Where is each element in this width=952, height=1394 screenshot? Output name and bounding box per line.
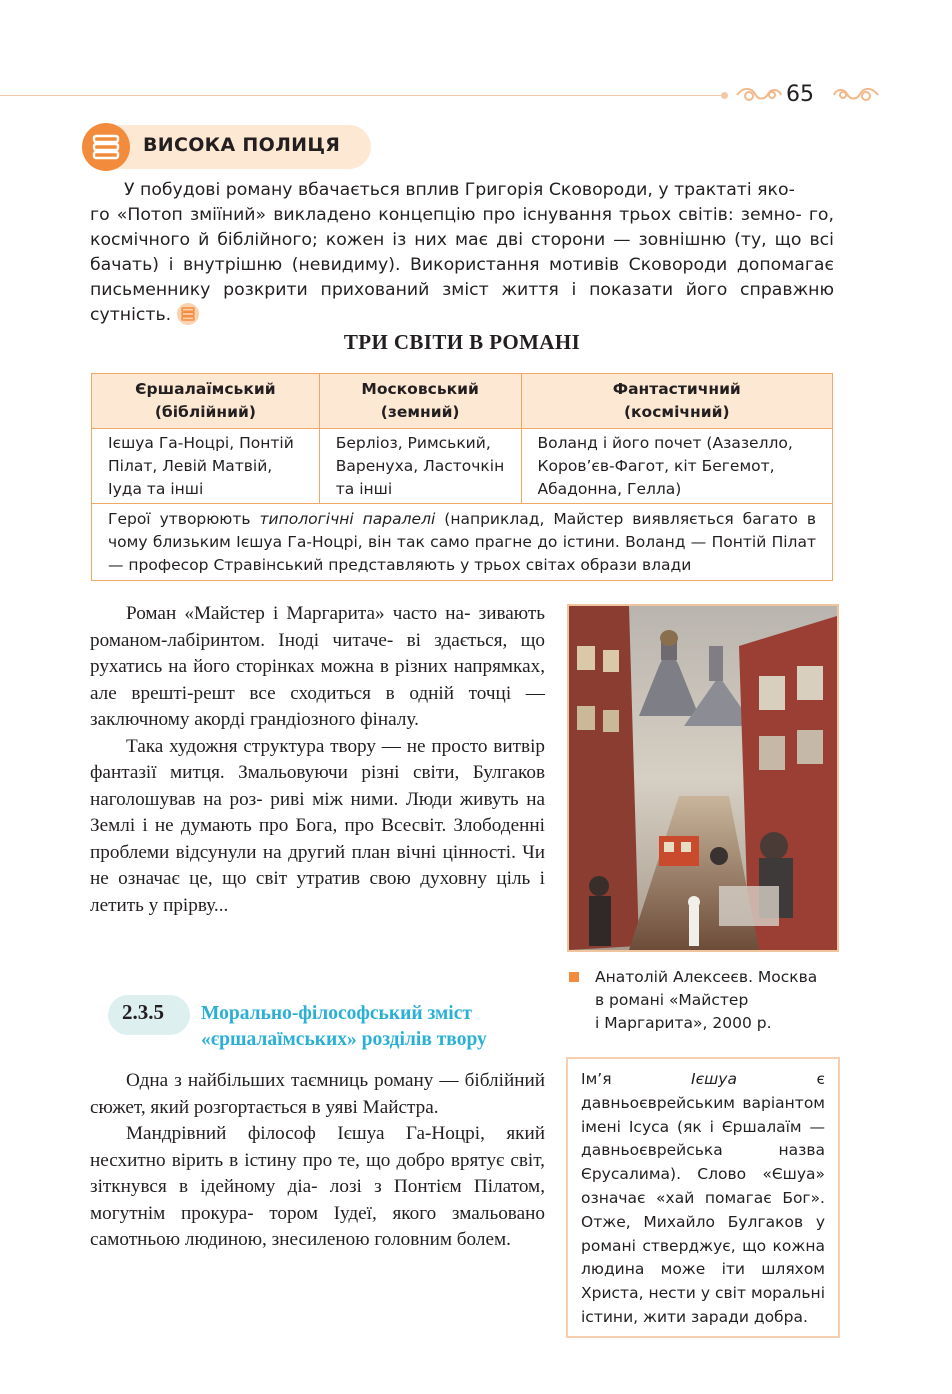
column-header: Московський (земний) xyxy=(319,374,521,429)
body-text-lower xyxy=(90,1068,545,1254)
painting-image xyxy=(567,604,839,952)
column-header: Фантастичний (космічний) xyxy=(521,374,832,429)
section-title: Морально-філософський зміст «єршалаїмських» розділів твору xyxy=(201,1003,487,1050)
painting-caption: Анатолій Алексеєв. Москва в романі «Майстер і Маргарита», 2000 р. xyxy=(569,966,839,1035)
section-number: 2.3.5 xyxy=(122,1000,164,1024)
book-stack-icon xyxy=(82,123,130,171)
paragraph: Мандрівний філософ Ієшуа Га-Ноцрі, який несхитно вірить в істину про те, що добро врятує світ, зіткнувся в ідейному діа- лозі з Понтієм Пілатом, могутнім прокура- тором Іудеї, якого змальовано самотньою людиною, знесиленою головним болем. xyxy=(90,1123,545,1250)
caption-bullet-icon xyxy=(569,972,579,982)
body-text-upper xyxy=(90,601,545,919)
intro-line: го, космічного й біблійного; кожен із них має дві сторони — зовнішню (ту, xyxy=(90,205,834,250)
paragraph: Така художня структура твору — не просто витвір фантазії митця. Змальовуючи різні світи, Булгаков наголошував на роз- риві між ними. Люди живуть на Землі і не думають про Бога, про Всесвіт. Злободенні проблеми відсунули на другий план вічні цінності. Чи не означає це, що світ утратив свою духовну ціль і летить у прірву... xyxy=(90,735,546,916)
table-title: ТРИ СВІТИ В РОМАНІ xyxy=(343,330,581,354)
three-worlds-table xyxy=(91,373,833,581)
table-cell: Ієшуа Га-Ноцрі, Понтій Пілат, Левій Матвій, Іуда та інші xyxy=(92,429,320,504)
high-shelf-text xyxy=(90,178,834,328)
table-footer-cell: Герої утворюють типологічні паралелі (наприклад, Майстер виявляється багато в чому близьким Ієшуа Га-Ноцрі, він так само прагне до істини. Воланд — Понтій Пілат — професор Стравінський представляють у трьох світах образи влади xyxy=(92,504,833,581)
intro-line: справжню сутність. xyxy=(90,280,834,325)
column-header: Єршалаїмський (біблійний) xyxy=(92,374,320,429)
table-cell: Воланд і його почет (Азазелло, Коров’єв-Фагот, кіт Бегемот, Абадонна, Гелла) xyxy=(521,429,832,504)
header-rule xyxy=(0,95,725,96)
header-rule-dot xyxy=(721,92,728,99)
table-row xyxy=(92,429,833,504)
intro-line: У побудові роману вбачається вплив Григорія Сковороди, у трактаті яко- xyxy=(124,180,795,200)
page-number: 65 xyxy=(786,82,814,107)
intro-line: го «Потоп зміїний» викладено концепцію про існування трьох світів: земно- xyxy=(90,205,802,225)
note-text: Ім’я Ієшуа є давньоєврейським варіантом імені Ісуса (як і Єршалаїм — давньоєврейська назва Єрусалима). Слово «Єшуа» означає «хай помагає Бог». Отже, Михайло Булгаков у романі стверджує, що кожна людина може іти шляхом Христа, нести у світ моральні істини, жити заради добра. xyxy=(581,1070,825,1326)
ornament-right-icon xyxy=(832,84,880,106)
book-stack-mini-icon xyxy=(177,303,199,325)
table-header-row xyxy=(92,374,833,429)
paragraph: Одна з найбільших таємниць роману — біблійний сюжет, який розгортається в уяві Майстра. xyxy=(90,1070,546,1118)
high-shelf-title: ВИСОКА ПОЛИЦЯ xyxy=(143,134,341,156)
paragraph: Роман «Майстер і Маргарита» часто на- зивають романом-лабіринтом. Іноді читаче- ві здається, що рухатись на його сторінках можна в різних напрямках, але врешті-решт все сходиться в одній точці — заключному акорді грандіозного фіналу. xyxy=(90,603,546,730)
ornament-left-icon xyxy=(735,84,783,106)
intro-line: що всі бачать) і внутрішню (невидиму). Використання мотивів Сковороди xyxy=(90,230,834,275)
intro-line: допомагає письменнику розкрити прихований зміст життя і показати його xyxy=(90,255,834,300)
table-cell: Берліоз, Римський, Варенуха, Ласточкін та інші xyxy=(319,429,521,504)
table-footer-row xyxy=(92,504,833,581)
